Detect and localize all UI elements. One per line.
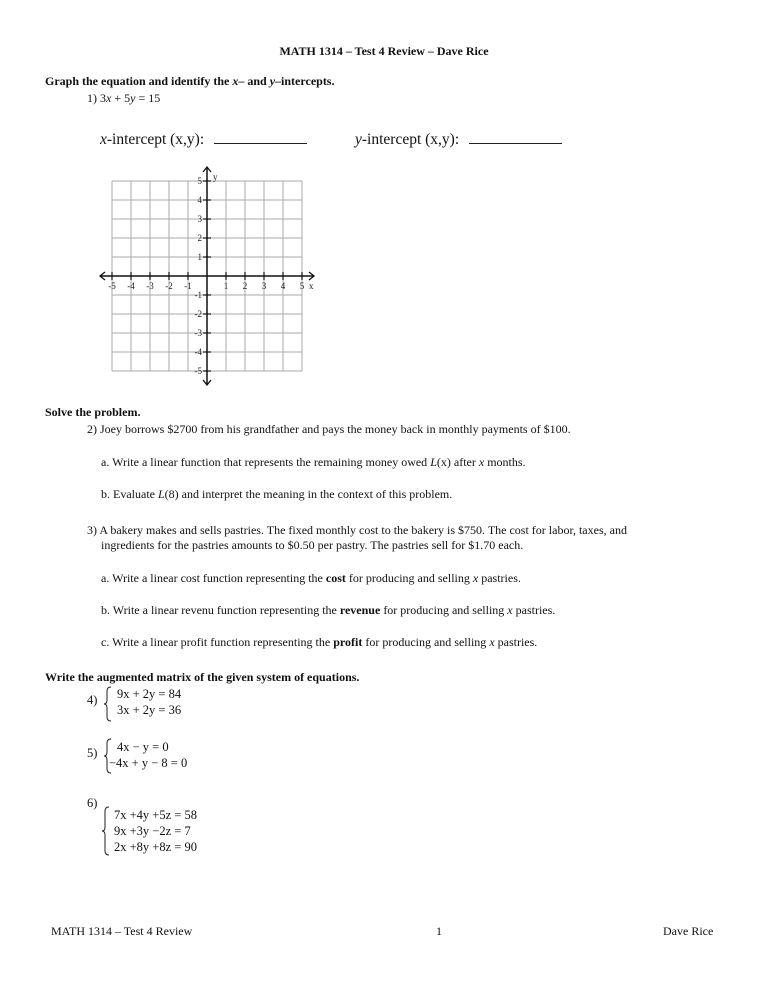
problem-3-line2: ingredients for the pastries amounts to $0.50 per pastry. The pastries sell for $1.70 each. xyxy=(101,538,524,552)
y-axis-label: y xyxy=(213,172,218,182)
x-tick-label: 4 xyxy=(280,281,286,291)
y-tick-label: -3 xyxy=(194,328,202,338)
heading-text: – and xyxy=(238,74,270,88)
y-tick-label: 4 xyxy=(197,195,202,205)
problem-2a xyxy=(101,455,526,470)
x-intercept-label: -intercept (x,y): xyxy=(106,131,205,148)
text: a. Write a linear function that represents the remaining money owed xyxy=(101,455,431,469)
problem-6-eq1: 7x +4y +5z = 58 xyxy=(114,808,197,822)
brace-icon xyxy=(103,686,113,722)
var: x xyxy=(507,603,513,617)
problem-3c xyxy=(101,635,537,650)
text: b. Write a linear revenu function representing the xyxy=(101,603,340,617)
eq-part: + 5 xyxy=(111,91,131,105)
x-tick-label: 2 xyxy=(242,281,248,291)
y-intercept-blank[interactable] xyxy=(469,131,562,144)
y-tick-label: 3 xyxy=(197,214,202,224)
y-intercept-label: -intercept (x,y): xyxy=(361,131,460,148)
brace-icon xyxy=(101,806,111,856)
text: months. xyxy=(484,455,526,469)
y-var: y xyxy=(355,131,362,148)
x-axis-label: x xyxy=(309,281,314,291)
y-tick-label: -4 xyxy=(194,347,202,357)
problem-number: 1) xyxy=(87,91,100,105)
problem-3-line1: 3) A bakery makes and sells pastries. The fixed monthly cost to the bakery is $750. The cost for labor, taxes, and xyxy=(87,523,627,537)
footer-right: Dave Rice xyxy=(663,924,714,938)
heading-text: –intercepts. xyxy=(275,74,335,88)
y-tick-label: 5 xyxy=(197,176,202,186)
problem-5-eq2: −4x + y − 8 = 0 xyxy=(109,756,188,770)
text: for producing and selling xyxy=(380,603,508,617)
text: pastries. xyxy=(478,571,521,585)
x-tick-label: 1 xyxy=(223,281,229,291)
x-tick-label: -4 xyxy=(127,281,135,291)
text: (8) and interpret the meaning in the context of this problem. xyxy=(164,487,453,501)
bold-term: revenue xyxy=(339,603,381,617)
problem-5-number: 5) xyxy=(87,746,98,760)
problem-2-text: 2) Joey borrows $2700 from his grandfather and pays the money back in monthly payments of $100. xyxy=(87,422,571,436)
text: c. Write a linear profit function representing the xyxy=(101,635,334,649)
problem-4-eq1: 9x + 2y = 84 xyxy=(117,687,182,701)
text: pastries. xyxy=(494,635,538,649)
y-tick-label: 1 xyxy=(197,252,202,262)
text: a. Write a linear cost function representing the xyxy=(101,571,326,585)
section-heading-matrix: Write the augmented matrix of the given system of equations. xyxy=(45,670,360,684)
footer-left: MATH 1314 – Test 4 Review xyxy=(51,924,193,938)
text: (x) xyxy=(436,455,451,469)
x-tick-label: -1 xyxy=(184,281,192,291)
var: x xyxy=(489,635,495,649)
problem-4-eq2: 3x + 2y = 36 xyxy=(117,703,182,717)
problem-6-eq2: 9x +3y −2z = 7 xyxy=(114,824,191,838)
heading-text: Graph the equation and identify the xyxy=(45,74,233,88)
x-tick-label: 5 xyxy=(299,281,305,291)
x-intercept-blank[interactable] xyxy=(214,131,307,144)
var: x xyxy=(478,455,485,469)
heading-y: y xyxy=(269,74,276,88)
x-tick-label: -5 xyxy=(108,281,116,291)
x-intercept-answer xyxy=(100,131,307,149)
page-title: MATH 1314 – Test 4 Review – Dave Rice xyxy=(279,44,489,58)
y-tick-label: 2 xyxy=(197,233,202,243)
x-tick-label: -2 xyxy=(165,281,173,291)
eq-part: = 15 xyxy=(135,91,161,105)
var: x xyxy=(472,571,479,585)
func: L xyxy=(157,487,165,501)
heading-x: x xyxy=(232,74,239,88)
x-var: x xyxy=(100,131,107,148)
bold-term: cost xyxy=(325,571,346,585)
problem-1 xyxy=(87,91,160,106)
problem-6-eq3: 2x +8y +8z = 90 xyxy=(114,840,197,854)
section-heading-solve: Solve the problem. xyxy=(45,405,141,419)
problem-6-number: 6) xyxy=(87,796,98,810)
eq-part: 3 xyxy=(100,91,106,105)
eq-var: x xyxy=(106,91,112,105)
bold-term: profit xyxy=(333,635,363,649)
coordinate-grid[interactable] xyxy=(90,165,330,390)
problem-3b xyxy=(101,603,555,618)
y-tick-label: -2 xyxy=(194,309,202,319)
text: for producing and selling xyxy=(362,635,490,649)
text: b. Evaluate xyxy=(101,487,158,501)
problem-3a xyxy=(101,571,521,586)
text: for producing and selling xyxy=(345,571,473,585)
text: after xyxy=(450,455,479,469)
y-tick-label: -5 xyxy=(194,366,202,376)
section-heading-graph xyxy=(45,74,334,89)
problem-5-eq1: 4x − y = 0 xyxy=(117,740,169,754)
y-tick-label: -1 xyxy=(194,290,202,300)
func: L xyxy=(430,455,437,469)
eq-var: y xyxy=(130,91,136,105)
footer-page-number: 1 xyxy=(436,924,442,938)
problem-4-number: 4) xyxy=(87,693,98,707)
problem-2b xyxy=(101,487,452,502)
text: pastries. xyxy=(512,603,556,617)
x-tick-label: -3 xyxy=(146,281,154,291)
x-tick-label: 3 xyxy=(261,281,267,291)
y-intercept-answer xyxy=(355,131,562,149)
